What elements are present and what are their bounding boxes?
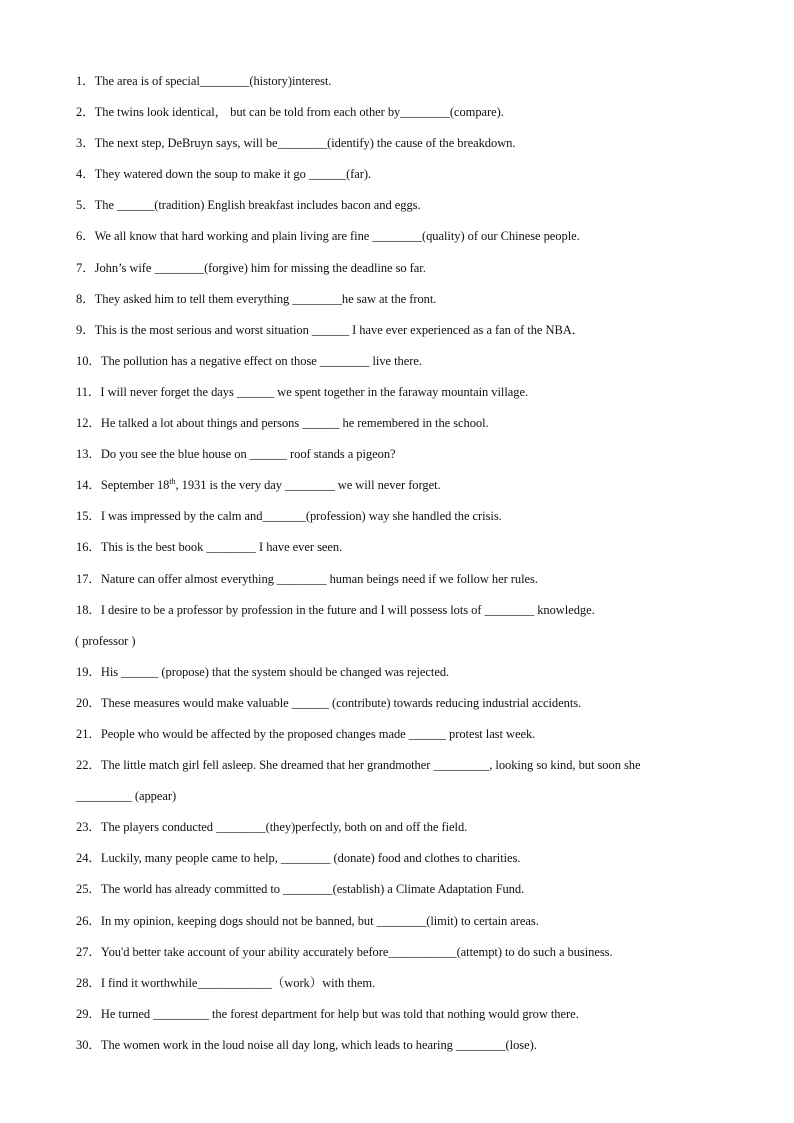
exercise-3	[76, 128, 724, 159]
exercise-27	[76, 937, 724, 968]
exercise-20	[76, 688, 724, 719]
exercise-text: I desire to be a professor by profession in the future and I will possess lots of ________ knowledge.	[100, 602, 595, 617]
exercise-23	[76, 812, 724, 843]
exercise-number: 13．	[76, 447, 101, 462]
exercise-29	[76, 999, 724, 1030]
exercise-number: 23．	[76, 820, 101, 835]
exercise-text: Nature can offer almost everything ________ human beings need if we follow her rules.	[100, 571, 538, 586]
exercise-text: _________ (appear)	[76, 789, 177, 804]
exercise-22-continued	[76, 781, 724, 812]
exercise-list	[76, 66, 724, 1061]
exercise-text: They watered down the soup to make it go ______(far).	[94, 167, 372, 182]
exercise-9	[76, 315, 724, 346]
exercise-number: 15．	[76, 509, 101, 524]
exercise-text: The pollution has a negative effect on those ________ live there.	[100, 353, 422, 368]
exercise-text: These measures would make valuable ______ (contribute) towards reducing industrial accidents.	[100, 695, 582, 710]
exercise-text-before: September 18	[100, 478, 170, 493]
exercise-text: He talked a lot about things and persons ______ he remembered in the school.	[100, 416, 489, 431]
exercise-text: The twins look identical， but can be told from each other by________(compare).	[94, 105, 504, 120]
exercise-number: 24．	[76, 851, 101, 866]
exercise-17	[76, 564, 724, 595]
exercise-number: 7．	[76, 260, 95, 275]
exercise-number: 8．	[76, 291, 95, 306]
exercise-text: The area is of special________(history)interest.	[94, 74, 332, 88]
exercise-text: The next step, DeBruyn says, will be________(identify) the cause of the breakdown.	[94, 136, 516, 151]
exercise-text: In my opinion, keeping dogs should not be banned, but ________(limit) to certain areas.	[100, 913, 539, 928]
exercise-24	[76, 843, 724, 874]
exercise-number: 27．	[76, 944, 101, 959]
exercise-number: 6．	[76, 229, 95, 244]
exercise-number: 10．	[76, 353, 101, 368]
exercise-number: 1．	[76, 74, 95, 88]
exercise-13	[76, 439, 724, 470]
exercise-6	[76, 221, 724, 252]
exercise-text-after: , 1931 is the very day ________ we will never forget.	[175, 478, 441, 493]
exercise-4	[76, 159, 724, 190]
exercise-number: 26．	[76, 913, 101, 928]
exercise-28	[76, 968, 724, 999]
exercise-text: The little match girl fell asleep. She dreamed that her grandmother _________, looking so kind, but soon she	[100, 758, 641, 773]
exercise-number: 2．	[76, 105, 95, 120]
exercise-18-continued	[75, 626, 724, 657]
exercise-number: 5．	[76, 198, 95, 213]
exercise-14	[76, 470, 724, 501]
exercise-number: 16．	[76, 540, 101, 555]
exercise-number: 19．	[76, 664, 101, 679]
exercise-text: This is the most serious and worst situation ______ I have ever experienced as a fan of the NBA．	[94, 322, 585, 337]
exercise-2	[76, 97, 724, 128]
exercise-text: Do you see the blue house on ______ roof stands a pigeon?	[100, 447, 396, 462]
exercise-text: You'd better take account of your ability accurately before___________(attempt) to do such a business.	[100, 944, 613, 959]
exercise-11	[76, 377, 724, 408]
exercise-1	[76, 66, 724, 97]
exercise-text: We all know that hard working and plain living are fine ________(quality) of our Chinese people.	[94, 229, 580, 244]
exercise-16	[76, 532, 724, 563]
exercise-number: 18．	[76, 602, 101, 617]
exercise-text: The ______(tradition) English breakfast includes bacon and eggs.	[94, 198, 421, 213]
exercise-text: People who would be affected by the proposed changes made ______ protest last week.	[100, 726, 536, 741]
exercise-26	[76, 906, 724, 937]
exercise-8	[76, 284, 724, 315]
exercise-22	[76, 750, 724, 781]
exercise-text: The world has already committed to ________(establish) a Climate Adaptation Fund.	[100, 882, 525, 897]
exercise-5	[76, 190, 724, 221]
exercise-number: 20．	[76, 695, 101, 710]
exercise-21	[76, 719, 724, 750]
exercise-7	[76, 253, 724, 284]
exercise-text: I was impressed by the calm and_______(profession) way she handled the crisis.	[100, 509, 502, 524]
exercise-text: John’s wife ________(forgive) him for missing the deadline so far.	[94, 260, 426, 275]
exercise-15	[76, 501, 724, 532]
exercise-number: 4．	[76, 167, 95, 182]
exercise-19	[76, 657, 724, 688]
exercise-text: His ______ (propose) that the system should be changed was rejected.	[100, 664, 450, 679]
exercise-number: 30．	[76, 1037, 101, 1052]
exercise-text: Luckily, many people came to help, ________ (donate) food and clothes to charities.	[100, 851, 521, 866]
exercise-text: I find it worthwhile____________（work）with them.	[100, 975, 376, 990]
exercise-text: This is the best book ________ I have ever seen.	[100, 540, 343, 555]
exercise-text: The players conducted ________(they)perfectly, both on and off the field.	[100, 820, 468, 835]
exercise-number: 22．	[76, 758, 101, 773]
exercise-number: 28．	[76, 975, 101, 990]
exercise-30	[76, 1030, 724, 1061]
exercise-text: The women work in the loud noise all day long, which leads to hearing ________(lose).	[100, 1037, 537, 1052]
exercise-number: 11．	[76, 384, 101, 399]
exercise-number: 21．	[76, 726, 101, 741]
exercise-number: 12．	[76, 416, 101, 431]
ordinal-suffix: th	[169, 477, 176, 487]
exercise-number: 3．	[76, 136, 95, 151]
exercise-text: I will never forget the days ______ we spent together in the faraway mountain village.	[100, 384, 529, 399]
exercise-text: He turned _________ the forest department for help but was told that nothing would grow there.	[100, 1006, 579, 1021]
exercise-10	[76, 346, 724, 377]
exercise-number: 9．	[76, 322, 95, 337]
exercise-number: 29．	[76, 1006, 101, 1021]
exercise-number: 14．	[76, 478, 101, 493]
exercise-18	[76, 595, 724, 626]
exercise-text: ( professor )	[75, 633, 136, 648]
exercise-text: They asked him to tell them everything ________he saw at the front.	[94, 291, 437, 306]
exercise-number: 17．	[76, 571, 101, 586]
exercise-number: 25．	[76, 882, 101, 897]
exercise-12	[76, 408, 724, 439]
exercise-25	[76, 874, 724, 905]
